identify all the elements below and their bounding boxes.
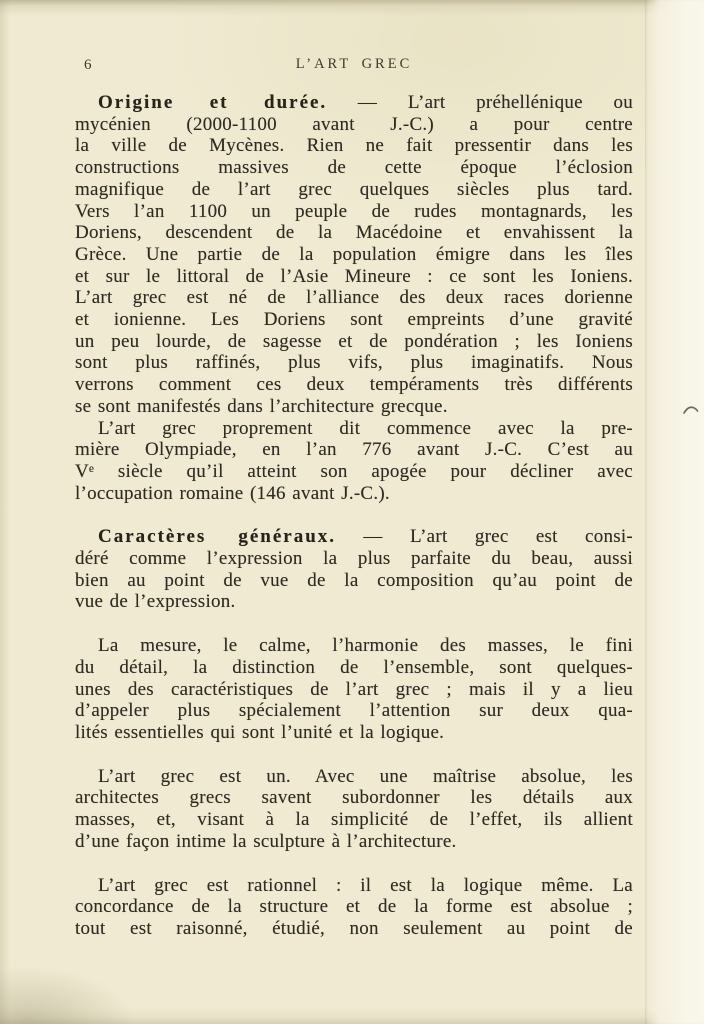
paragraph (75, 875, 633, 940)
text-line: et sur le littoral de l’Asie Mineure : ce sont les Ioniens. (75, 265, 633, 287)
paragraph (75, 766, 633, 853)
text-line: Grèce. Une partie de la population émigre dans les îles (75, 243, 633, 265)
paragraph (75, 635, 633, 744)
text-line: un peu lourde, de sagesse et de pondération ; les Ioniens (75, 330, 633, 352)
running-title: L’ART GREC (295, 56, 413, 72)
text-line: lités essentielles qui sont l’unité et la logique. (75, 721, 445, 743)
text-line: L’art grec est né de l’alliance des deux races dorienne (75, 287, 633, 309)
text-line: L’art grec proprement dit commence avec la pre- (98, 417, 633, 439)
text-line: déré comme l’expression la plus parfaite du beau, aussi (75, 548, 633, 570)
paragraph (75, 92, 633, 418)
text-line: masses, et, visant à la simplicité de l’effet, ils allient (75, 809, 633, 831)
page-body (75, 92, 633, 940)
text-line: mière Olympiade, en l’an 776 avant J.-C. C’est au (75, 439, 633, 461)
text-line: Doriens, descendent de la Macédoine et envahissent la (75, 222, 633, 244)
text-line: d’appeler plus spécialement l’attention sur deux qua- (75, 700, 633, 722)
text-line: verrons comment ces deux tempéraments très différents (75, 374, 633, 396)
text-line: L’art grec est rationnel : il est la logique même. La (98, 874, 633, 896)
text-line: se sont manifestés dans l’architecture grecque. (75, 395, 448, 417)
text-line: bien au point de vue de la composition qu’au point de (75, 569, 633, 591)
page-number: 6 (84, 57, 92, 73)
text-line: mycénien (2000-1100 avant J.-C.) a pour centre (75, 113, 633, 135)
text-line: vue de l’expression. (75, 591, 236, 613)
text-line: La mesure, le calme, l’harmonie des masses, le fini (98, 635, 633, 657)
text-line: Vers l’an 1100 un peuple de rudes montagnards, les (75, 200, 633, 222)
page-edge-highlight (645, 0, 704, 1024)
paragraph-lead: Caractères généraux. (98, 526, 337, 548)
paragraph (75, 526, 633, 613)
text-line: l’occupation romaine (146 avant J.-C.). (75, 482, 390, 504)
text-line: Vᵉ siècle qu’il atteint son apogée pour décliner avec (75, 460, 633, 482)
text-line: et ionienne. Les Doriens sont empreints d’une gravité (75, 309, 633, 331)
text-line: magnifique de l’art grec quelques siècles plus tard. (75, 178, 633, 200)
text-line: constructions massives de cette époque l’éclosion (75, 157, 633, 179)
text-line: architectes grecs savent subordonner les détails aux (75, 787, 633, 809)
stray-ink-mark (683, 404, 699, 417)
text-line: L’art grec est un. Avec une maîtrise absolue, les (98, 765, 633, 787)
text-line: Caractères généraux. — L’art grec est consi- (98, 526, 633, 548)
paragraph (75, 418, 633, 505)
page-header (75, 56, 633, 76)
text-line: concordance de la structure et de la forme est absolue ; (75, 896, 633, 918)
text-line: du détail, la distinction de l’ensemble, sont quelques- (75, 656, 633, 678)
text-line: la ville de Mycènes. Rien ne fait pressentir dans les (75, 135, 633, 157)
text-line: d’une façon intime la sculpture à l’architecture. (75, 830, 457, 852)
paragraph-lead: Origine et durée. (98, 92, 328, 113)
text-line: sont plus raffinés, plus vifs, plus imaginatifs. Nous (75, 352, 633, 374)
text-line: Origine et durée. — L’art préhellénique ou (98, 92, 633, 113)
text-line: unes des caractéristiques de l’art grec ; mais il y a lieu (75, 678, 633, 700)
text-line: tout est raisonné, étudié, non seulement au point de (75, 917, 633, 939)
